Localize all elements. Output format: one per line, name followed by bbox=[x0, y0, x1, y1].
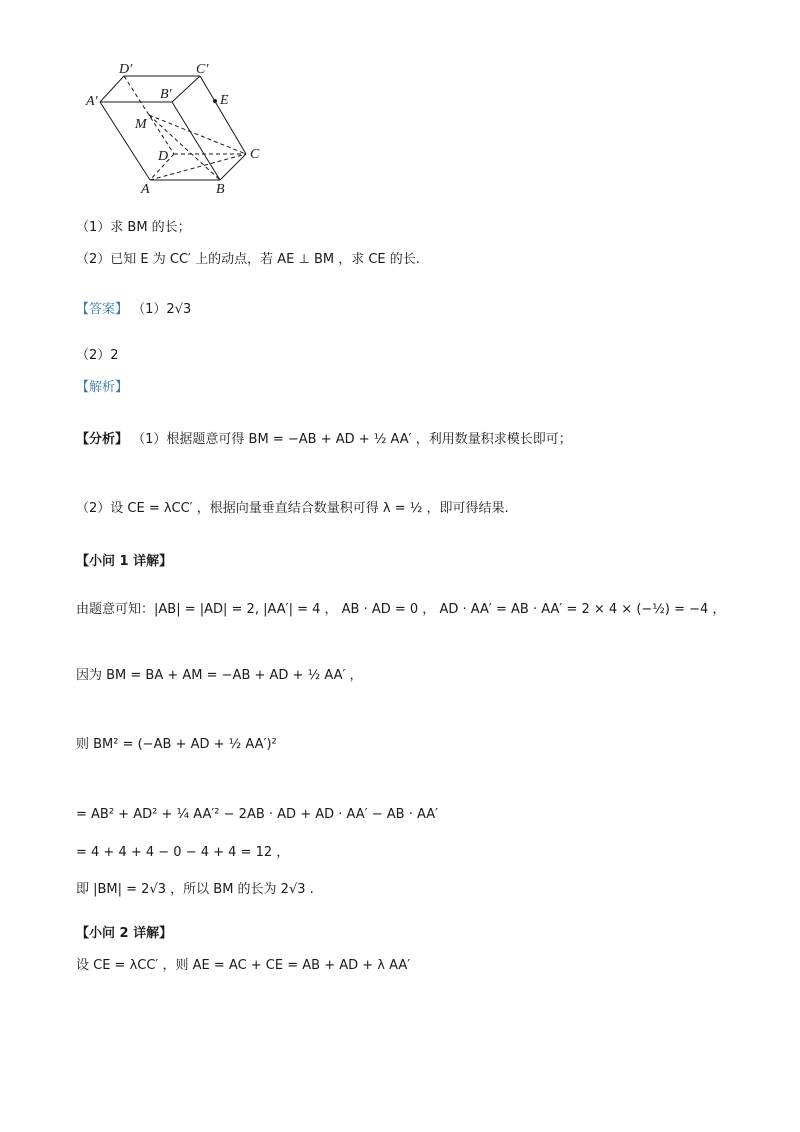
sub1-line-4: = AB² + AD² + ¼ AA′² − 2AB · AD + AD · AA′ − AB · AA′ bbox=[76, 807, 439, 822]
label-Cp: C′ bbox=[196, 62, 209, 77]
sub1-line-1: 由题意可知：|AB| = |AD| = 2, |AA′| = 4 ， AB · AD = 0 ， AD · AA′ = AB · AA′ = 2 × 4 × (−½) = −4 ， bbox=[76, 602, 726, 617]
question-1: （1）求 BM 的长； bbox=[76, 220, 191, 235]
label-B: B bbox=[216, 182, 225, 197]
answer-part-1: （1）2√3 bbox=[132, 302, 192, 317]
fenxi-text-1: （1）根据题意可得 BM = −AB + AD + ½ AA′ ，利用数量积求模长即可； bbox=[132, 432, 572, 447]
sub1-line-2: 因为 BM = BA + AM = −AB + AD + ½ AA′ ， bbox=[76, 668, 363, 683]
label-M: M bbox=[135, 117, 147, 132]
sub2-title: 【小问 2 详解】 bbox=[76, 926, 173, 941]
answer-tag: 【答案】 bbox=[76, 302, 129, 317]
fenxi-line-1 bbox=[76, 430, 572, 450]
label-C: C bbox=[250, 147, 260, 162]
answer-line-1 bbox=[76, 300, 191, 320]
label-Dp: D′ bbox=[119, 62, 133, 77]
fenxi-text-2: （2）设 CE = λCC′ ，根据向量垂直结合数量积可得 λ = ½ ，即可得结果. bbox=[76, 501, 509, 516]
sub1-line-6: 即 |BM| = 2√3 ，所以 BM 的长为 2√3 . bbox=[76, 882, 314, 897]
point-E-dot bbox=[213, 99, 217, 103]
label-D: D bbox=[158, 149, 169, 164]
sub1-title: 【小问 1 详解】 bbox=[76, 554, 173, 569]
sub2-line-1: 设 CE = λCC′ ，则 AE = AC + CE = AB + AD + λ AA′ bbox=[76, 958, 411, 973]
label-A: A bbox=[141, 182, 150, 197]
sub1-line-3: 则 BM² = (−AB + AD + ½ AA′)² bbox=[76, 737, 277, 752]
analysis-tag: 【解析】 bbox=[76, 380, 129, 395]
parallelepiped-figure bbox=[0, 0, 800, 210]
answer-part-2: （2）2 bbox=[76, 348, 119, 363]
fenxi-tag: 【分析】 bbox=[76, 432, 129, 447]
label-Bp: B′ bbox=[160, 87, 172, 102]
sub1-line-5: = 4 + 4 + 4 − 0 − 4 + 4 = 12 ， bbox=[76, 845, 290, 860]
question-2: （2）已知 E 为 CC′ 上的动点，若 AE ⊥ BM ，求 CE 的长. bbox=[76, 252, 420, 267]
label-Ap: A′ bbox=[86, 94, 98, 109]
label-E: E bbox=[220, 93, 229, 108]
